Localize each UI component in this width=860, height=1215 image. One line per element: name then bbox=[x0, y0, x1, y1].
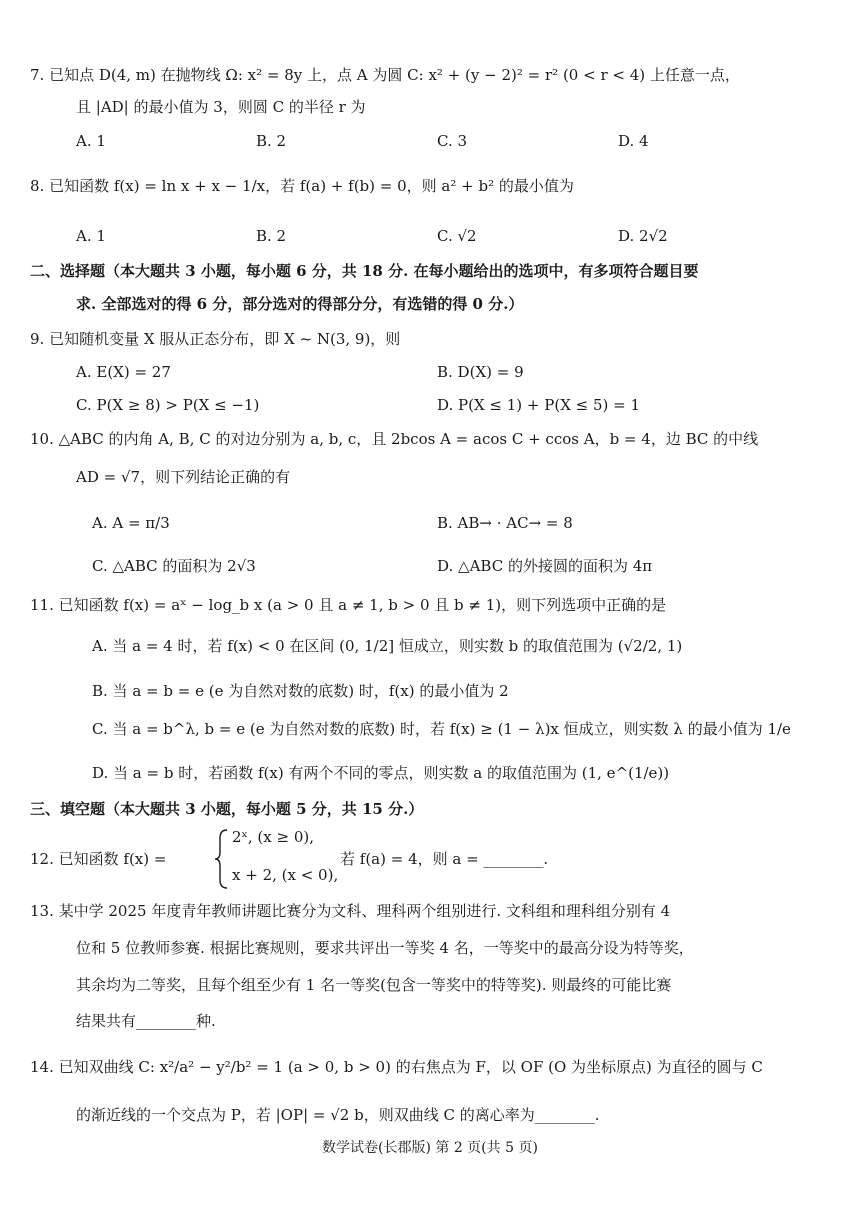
q11-stem: 11. 已知函数 f(x) = aˣ − log_b x (a > 0 且 a ≠ 1, b > 0 且 b ≠ 1)，则下列选项中正确的是 bbox=[30, 596, 667, 614]
q13-line3: 其余均为二等奖，且每个组至少有 1 名一等奖(包含一等奖中的特等奖). 则最终的可能比赛 bbox=[76, 976, 672, 994]
q10-option-a: A. A = π/3 bbox=[92, 514, 170, 532]
q10-option-c: C. △ABC 的面积为 2√3 bbox=[92, 557, 256, 575]
q7-option-c: C. 3 bbox=[437, 132, 468, 150]
q13-line1: 13. 某中学 2025 年度青年教师讲题比赛分为文科、理科两个组别进行. 文科组和理科组分别有 4 bbox=[30, 902, 671, 920]
q11-option-c: C. 当 a = b^λ, b = e (e 为自然对数的底数) 时，若 f(x) ≥ (1 − λ)x 恒成立，则实数 λ 的最小值为 1/e bbox=[92, 720, 791, 738]
q14-line2: 的渐近线的一个交点为 P，若 |OP| = √2 b，则双曲线 C 的离心率为________. bbox=[76, 1106, 600, 1124]
q11-option-b: B. 当 a = b = e (e 为自然对数的底数) 时，f(x) 的最小值为 2 bbox=[92, 682, 509, 700]
page-footer: 数学试卷(长郡版) 第 2 页(共 5 页) bbox=[322, 1140, 538, 1156]
q10-line2: AD = √7，则下列结论正确的有 bbox=[76, 468, 291, 486]
q8-stem: 8. 已知函数 f(x) = ln x + x − 1/x，若 f(a) + f(b) = 0，则 a² + b² 的最小值为 bbox=[30, 177, 574, 195]
q10-option-d: D. △ABC 的外接圆的面积为 4π bbox=[437, 557, 653, 575]
q9-option-c: C. P(X ≥ 8) > P(X ≤ −1) bbox=[76, 396, 260, 414]
q13-line4: 结果共有________种. bbox=[76, 1012, 216, 1030]
q7-line1: 7. 已知点 D(4, m) 在抛物线 Ω: x² = 8y 上，点 A 为圆 C: x² + (y − 2)² = r² (0 < r < 4) 上任意一点， bbox=[30, 66, 740, 84]
q10-line1: 10. △ABC 的内角 A, B, C 的对边分别为 a, b, c，且 2bcos A = acos C + ccos A，b = 4，边 BC 的中线 bbox=[30, 430, 759, 448]
q8-option-d: D. 2√2 bbox=[618, 227, 668, 245]
q8-option-b: B. 2 bbox=[256, 227, 287, 245]
q11-option-d: D. 当 a = b 时，若函数 f(x) 有两个不同的零点，则实数 a 的取值范围为 (1, e^(1/e)) bbox=[92, 764, 670, 782]
q8-option-c: C. √2 bbox=[437, 227, 477, 245]
q8-option-a: A. 1 bbox=[76, 227, 106, 245]
q12-case1: 2ˣ, (x ≥ 0), bbox=[232, 828, 315, 846]
q9-option-b: B. D(X) = 9 bbox=[437, 363, 524, 381]
q10-option-b: B. AB→ · AC→ = 8 bbox=[437, 514, 573, 532]
q11-option-a: A. 当 a = 4 时，若 f(x) < 0 在区间 (0, 1/2] 恒成立，则实数 b 的取值范围为 (√2/2, 1) bbox=[92, 637, 683, 655]
section3-heading: 三、填空题（本大题共 3 小题，每小题 5 分，共 15 分.） bbox=[30, 800, 424, 818]
q12-prefix: 12. 已知函数 f(x) = bbox=[30, 850, 167, 868]
q7-option-a: A. 1 bbox=[76, 132, 106, 150]
q9-stem: 9. 已知随机变量 X 服从正态分布，即 X ~ N(3, 9)，则 bbox=[30, 330, 401, 348]
q12-case2: x + 2, (x < 0), bbox=[232, 866, 339, 884]
q9-option-a: A. E(X) = 27 bbox=[76, 363, 171, 381]
section2-heading-line1: 二、选择题（本大题共 3 小题，每小题 6 分，共 18 分. 在每小题给出的选项中，有多项符合题目要 bbox=[30, 262, 699, 280]
q7-option-d: D. 4 bbox=[618, 132, 649, 150]
q7-line2: 且 |AD| 的最小值为 3，则圆 C 的半径 r 为 bbox=[76, 98, 366, 116]
q7-option-b: B. 2 bbox=[256, 132, 287, 150]
q14-line1: 14. 已知双曲线 C: x²/a² − y²/b² = 1 (a > 0, b > 0) 的右焦点为 F，以 OF (O 为坐标原点) 为直径的圆与 C bbox=[30, 1058, 763, 1076]
left-brace-icon bbox=[214, 828, 230, 890]
q9-option-d: D. P(X ≤ 1) + P(X ≤ 5) = 1 bbox=[437, 396, 641, 414]
section2-heading-line2: 求. 全部选对的得 6 分，部分选对的得部分分，有选错的得 0 分.） bbox=[76, 295, 524, 313]
q13-line2: 位和 5 位教师参赛. 根据比赛规则，要求共评出一等奖 4 名，一等奖中的最高分设为特等奖， bbox=[76, 939, 694, 957]
q12-suffix: 若 f(a) = 4，则 a = ________. bbox=[340, 850, 549, 868]
